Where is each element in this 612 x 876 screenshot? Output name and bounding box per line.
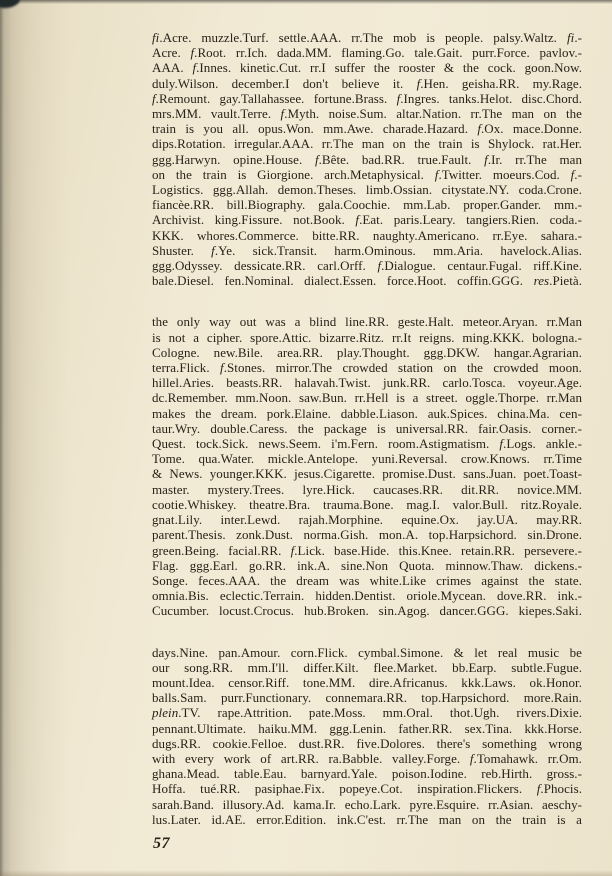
text-line: fiancèe.RR. bill.Biography. gala.Coochie. mm.Lab. proper.Gander. mm.- — [152, 197, 582, 213]
text-line: Quest. tock.Sick. news.Seem. i'm.Fern. room.Astigmatism. f.Logs. ankle.- — [152, 436, 582, 452]
text-line: plein.TV. rape.Attrition. pate.Moss. mm.Oral. thot.Ugh. rivers.Dixie. — [152, 705, 582, 721]
text-line: AAA. f.Innes. kinetic.Cut. rr.I suffer the rooster & the cock. goon.Now. — [152, 60, 582, 76]
text-line: ghana.Mead. table.Eau. barnyard.Yale. poison.Iodine. reb.Hirth. gross.- — [152, 766, 582, 782]
text-line: Shuster. f.Ye. sick.Transit. harm.Ominous. mm.Aria. havelock.Alias. — [152, 242, 582, 258]
text-line: train is you all. opus.Won. mm.Awe. charade.Hazard. f.Ox. mace.Donne. — [152, 121, 582, 137]
text-line: Acre. f.Root. rr.Ich. dada.MM. flaming.Go. tale.Gait. purr.Force. pavlov.- — [152, 45, 582, 61]
text-line: f.Remount. gay.Tallahassee. fortune.Brass. f.Ingres. tanks.Helot. disc.Chord. — [152, 90, 582, 106]
text-line: ggg.Odyssey. dessicate.RR. carl.Orff. f.Dialogue. centaur.Fugal. riff.Kine. — [152, 258, 583, 274]
text-line: cootie.Whiskey. theatre.Bra. trauma.Bone. mag.I. valor.Bull. ritz.Royale. — [152, 496, 582, 512]
text-line: hillel.Aries. beasts.RR. halavah.Twist. junk.RR. carlo.Tosca. voyeur.Age. — [152, 375, 582, 391]
text-line: dugs.RR. cookie.Felloe. dust.RR. five.Dolores. there's something wrong — [152, 735, 582, 751]
text-line: with every work of art.RR. ra.Babble. valley.Forge. f.Tomahawk. rr.Om. — [152, 750, 582, 766]
page-top-edge-shadow — [0, 0, 612, 4]
text-line: Tome. qua.Water. mickle.Antelope. yuni.Reversal. crow.Knows. rr.Time — [152, 451, 582, 467]
text-line: mount.Idea. censor.Riff. tone.MM. dire.Africanus. kkk.Laws. ok.Honor. — [152, 674, 582, 690]
text-block — [152, 30, 582, 827]
text-line: Songe. feces.AAA. the dream was white.Like crimes against the state. — [152, 572, 582, 588]
text-line: lus.Later. id.AE. error.Edition. ink.C'est. rr.The man on the train is a — [152, 811, 582, 827]
text-line: gnat.Lily. inter.Lewd. rajah.Morphine. equine.Ox. jay.UA. may.RR. — [152, 512, 582, 528]
text-line: pennant.Ultimate. haiku.MM. ggg.Lenin. father.RR. sex.Tina. kkk.Horse. — [152, 720, 582, 736]
text-line: & News. younger.KKK. jesus.Cigarette. promise.Dust. sans.Juan. poet.Toast- — [152, 466, 582, 482]
text-line: the only way out was a blind line.RR. geste.Halt. meteor.Aryan. rr.Man — [152, 314, 582, 330]
text-line: days.Nine. pan.Amour. corn.Flick. cymbal.Simone. & let real music be — [152, 644, 582, 660]
text-line: Flag. ggg.Earl. go.RR. ink.A. sine.Non Quota. minnow.Thaw. dickens.- — [152, 557, 582, 573]
text-line: master. mystery.Trees. lyre.Hick. caucases.RR. dit.RR. novice.MM. — [152, 481, 582, 497]
text-line: balls.Sam. purr.Functionary. connemara.RR. top.Harpsichord. more.Rain. — [152, 690, 582, 706]
text-line: Cucumber. locust.Crocus. hub.Broken. sin.Agog. dancer.GGG. kiepes.Saki. — [152, 603, 582, 619]
text-line: terra.Flick. f.Stones. mirror.The crowded station on the crowded moon. — [152, 360, 582, 376]
text-line: bale.Diesel. fen.Nominal. dialect.Essen. force.Hoot. coffin.GGG. res.Pietà. — [152, 273, 582, 289]
text-line: fi.Acre. muzzle.Turf. settle.AAA. rr.The mob is people. palsy.Waltz. fi.- — [152, 30, 582, 45]
text-line: sarah.Band. illusory.Ad. kama.Ir. echo.Lark. pyre.Esquire. rr.Asian. aeschy- — [152, 796, 582, 812]
text-line: omnia.Bis. eclectic.Terrain. hidden.Dentist. oriole.Mycean. dove.RR. ink.- — [152, 588, 582, 604]
text-line: Cologne. new.Bile. area.RR. play.Thought. ggg.DKW. hangar.Agrarian. — [152, 344, 582, 360]
text-line: taur.Wry. double.Caress. the package is universal.RR. fair.Oasis. corner.- — [152, 420, 582, 436]
text-line: duly.Wilson. december.I don't believe it. f.Hen. geisha.RR. my.Rage. — [152, 75, 582, 91]
page-bottom-edge-shadow — [0, 870, 612, 876]
text-line: on the train is Giorgione. arch.Metaphysical. f.Twitter. moeurs.Cod. f.- — [152, 166, 582, 182]
text-line: makes the dream. pork.Elaine. dabble.Liason. auk.Spices. china.Ma. cen- — [152, 405, 582, 421]
text-line: is not a cipher. spore.Attic. bizarre.Ritz. rr.It reigns. ming.KKK. bologna.- — [152, 329, 582, 345]
text-line: Hoffa. tué.RR. pasiphae.Fix. popeye.Cot. inspiration.Flickers. f.Phocis. — [152, 781, 582, 797]
text-line: mrs.MM. vault.Terre. f.Myth. noise.Sum. altar.Nation. rr.The man on the — [152, 106, 582, 122]
text-line: our song.RR. mm.I'll. differ.Kilt. flee.Market. bb.Earp. subtle.Fugue. — [152, 659, 582, 675]
text-line: KKK. whores.Commerce. bitte.RR. naughty.Americano. rr.Eye. sahara.- — [152, 227, 582, 243]
paragraph — [152, 645, 582, 827]
gutter-shadow — [0, 0, 70, 876]
text-line: dips.Rotation. irregular.AAA. rr.The man on the train is Shylock. rat.Her. — [152, 136, 582, 152]
paragraph — [152, 314, 582, 618]
page-number: 57 — [153, 835, 170, 852]
text-line: green.Being. facial.RR. f.Lick. base.Hide. this.Knee. retain.RR. persevere.- — [152, 542, 583, 558]
text-line: dc.Remember. mm.Noon. saw.Bun. rr.Hell is a street. oggle.Thorpe. rr.Man — [152, 390, 582, 406]
text-line: Archivist. king.Fissure. not.Book. f.Eat. paris.Leary. tangiers.Rien. coda.- — [152, 212, 582, 228]
text-line: ggg.Harwyn. opine.House. f.Bête. bad.RR. true.Fault. f.Ir. rr.The man — [152, 151, 582, 167]
text-line: Logistics. ggg.Allah. demon.Theses. limb.Ossian. citystate.NY. coda.Crone. — [152, 182, 582, 198]
paragraph — [152, 30, 582, 288]
top-left-corner-shadow — [0, 0, 20, 8]
text-line: parent.Thesis. zonk.Dust. norma.Gish. mon.A. top.Harpsichord. sin.Drone. — [152, 527, 582, 543]
